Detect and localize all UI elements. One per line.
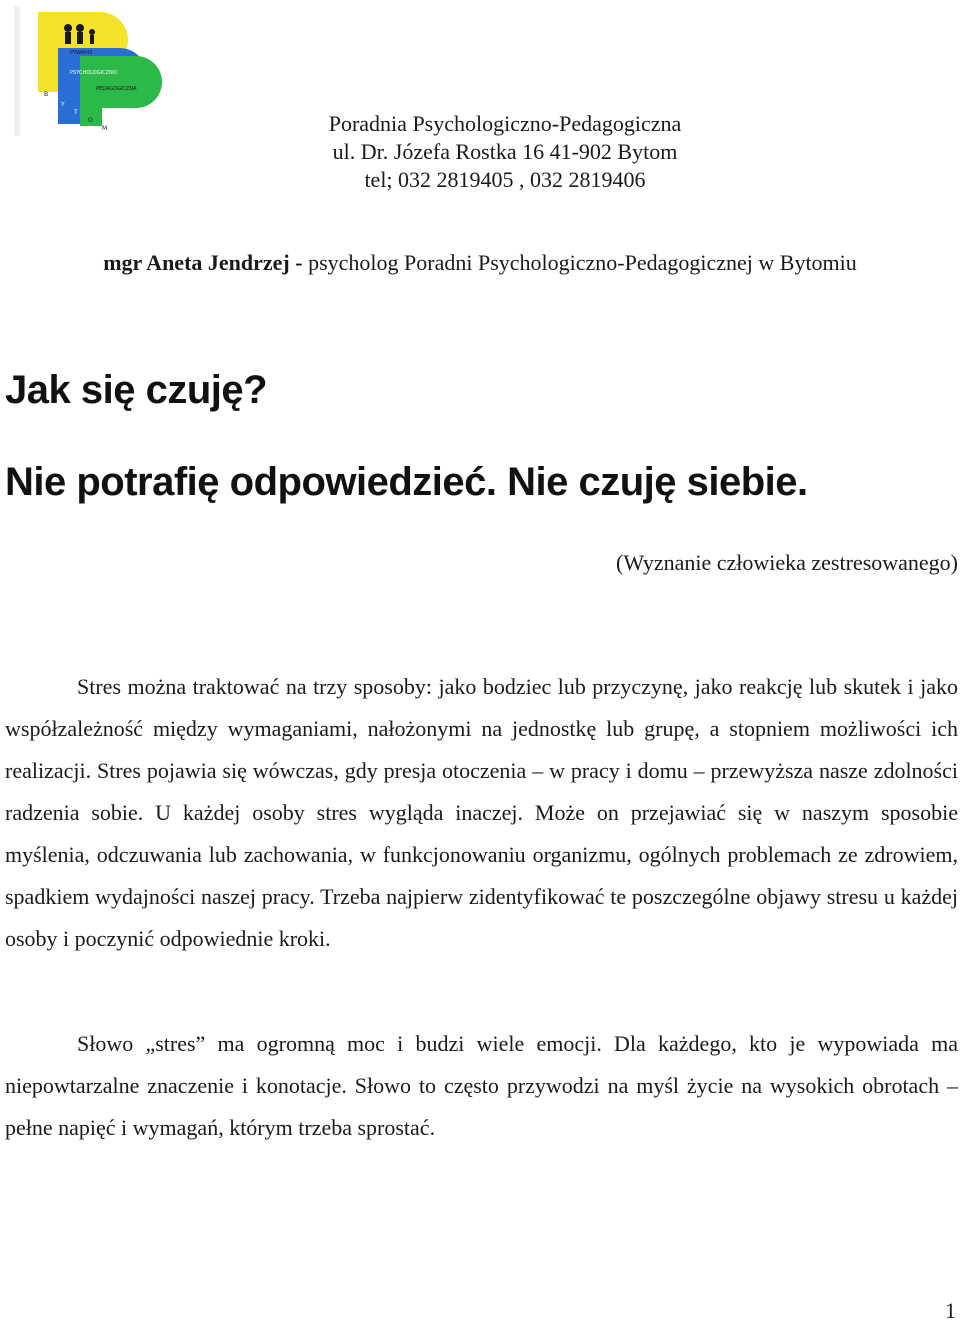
body-paragraph-1: Stres można traktować na trzy sposoby: jako bodziec lub przyczynę, jako reakcję lub skutek i jako współzależność między wymaganiami, nałożonymi na jednostkę lub grupę, a stopniem możliwości ich realizacji. Stres pojawia się wówczas, gdy presja otoczenia – w pracy i domu – przewyższa nasze zdolności radzenia sobie. U każdej osoby stres wygląda inaczej. Może on przejawiać się w naszym sposobie myślenia, odczuwania lub zachowania, w funkcjonowaniu organizmu, ogólnych problemach ze zdrowiem, spadkiem wydajności naszej pracy. Trzeba najpierw zidentyfikować te poszczególne objawy stresu u każdej osoby i poczynić odpowiednie kroki. <box>5 674 958 951</box>
title-line-1: Jak się czuję? <box>5 368 268 412</box>
logo-text-3: PEDAGOGICZNA <box>96 86 137 92</box>
body-paragraph-2: Słowo „stres” ma ogromną moc i budzi wiele emocji. Dla każdego, kto je wypowiada ma niepowtarzalne znaczenie i konotacje. Słowo to często przywodzi na myśl życie na wysokich obrotach – pełne napięć i wymagań, którym trzeba sprostać. <box>5 1031 958 1140</box>
logo-letter-t: T <box>74 109 78 116</box>
logo-letter-o: O <box>88 117 93 124</box>
logo-letter-y: Y <box>61 101 65 108</box>
logo-letter-m: M <box>102 125 108 132</box>
logo-text-2: PSYCHOLOGICZNO <box>70 70 117 76</box>
author-role: psycholog Poradni Psychologiczno-Pedagogicznej w Bytomiu <box>308 250 857 275</box>
institution-phone: tel; 032 2819405 , 032 2819406 <box>364 167 646 192</box>
institution-address: ul. Dr. Józefa Rostka 16 41-902 Bytom <box>332 139 678 164</box>
logo-text-1: PYWAHIS <box>70 50 93 56</box>
subtitle: (Wyznanie człowieka zestresowanego) <box>616 550 958 575</box>
institution-name: Poradnia Psychologiczno-Pedagogiczna <box>328 111 682 136</box>
page-number: 1 <box>945 1298 956 1323</box>
title-line-2: Nie potrafię odpowiedzieć. Nie czuję siebie. <box>5 460 808 504</box>
author-line <box>0 250 960 276</box>
author-name: mgr Aneta Jendrzej - <box>103 250 303 275</box>
logo-letter-b: B <box>44 91 49 98</box>
